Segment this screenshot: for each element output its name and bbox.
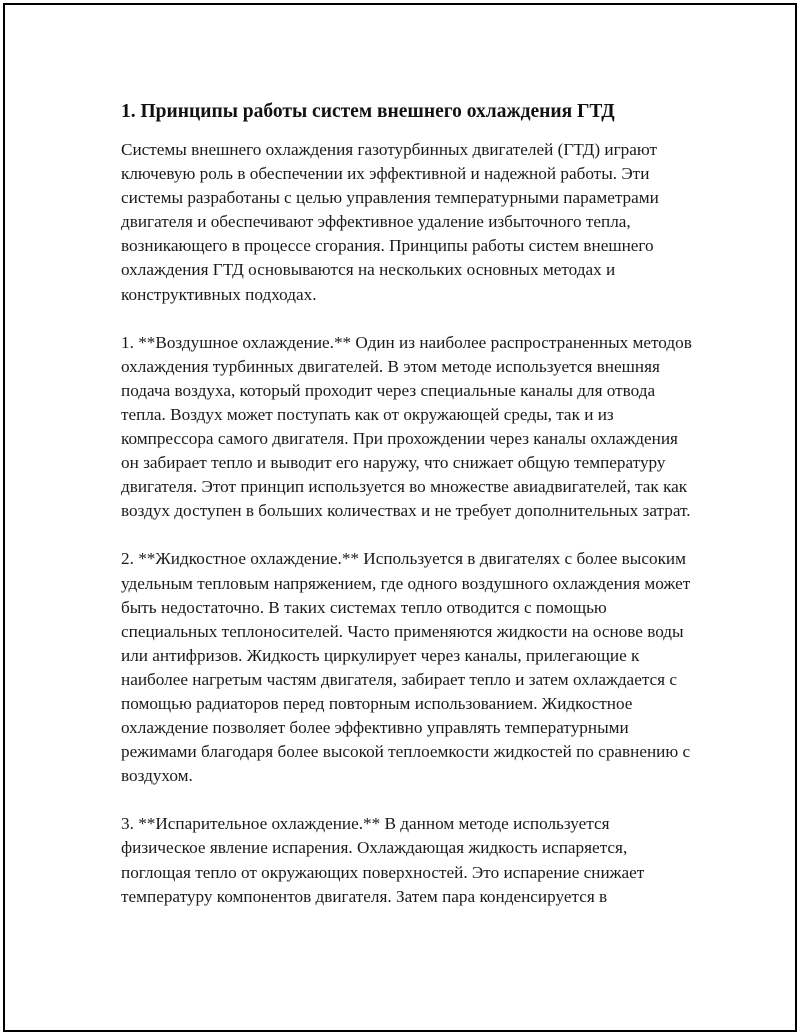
section-heading: 1. Принципы работы систем внешнего охлаждения ГТД (121, 101, 615, 122)
intro-paragraph: Системы внешнего охлаждения газотурбинных двигателей (ГТД) играют ключевую роль в обеспечении их эффективной и надежной работы. Эти системы разработаны с целью управления температурными параметрами двигателя и обеспечивают эффективное удаление избыточного тепла, возникающего в процессе сгорания. Принципы работы систем внешнего охлаждения ГТД основываются на нескольких основных методах и конструктивных подходах. (121, 140, 659, 304)
page-frame (3, 3, 797, 1032)
document-body (121, 100, 693, 933)
liquid-cooling-paragraph: 2. **Жидкостное охлаждение.** Используется в двигателях с более высоким удельным тепловым напряжением, где одного воздушного охлаждения может быть недостаточно. В таких системах тепло отводится с помощью специальных теплоносителей. Часто применяются жидкости на основе воды или антифризов. Жидкость циркулирует через каналы, прилегающие к наиболее нагретым частям двигателя, забирает тепло и затем охлаждается с помощью радиаторов перед повторным использованием. Жидкостное охлаждение позволяет более эффективно управлять температурными режимами благодаря более высокой теплоемкости жидкостей по сравнению с воздухом. (121, 549, 691, 786)
air-cooling-paragraph: 1. **Воздушное охлаждение.** Один из наиболее распространенных методов охлаждения турбинных двигателей. В этом методе используется внешняя подача воздуха, который проходит через специальные каналы для отвода тепла. Воздух может поступать как от окружающей среды, так и из компрессора самого двигателя. При прохождении через каналы охлаждения он забирает тепло и выводит его наружу, что снижает общую температуру двигателя. Этот принцип используется во множестве авиадвигателей, так как воздух доступен в больших количествах и не требует дополнительных затрат. (121, 332, 692, 521)
evaporative-cooling-paragraph: 3. **Испарительное охлаждение.** В данном методе используется физическое явление испарения. Охлаждающая жидкость испаряется, поглощая тепло от окружающих поверхностей. Это испарение снижает температуру компонентов двигателя. Затем пара конденсируется в (121, 814, 645, 906)
